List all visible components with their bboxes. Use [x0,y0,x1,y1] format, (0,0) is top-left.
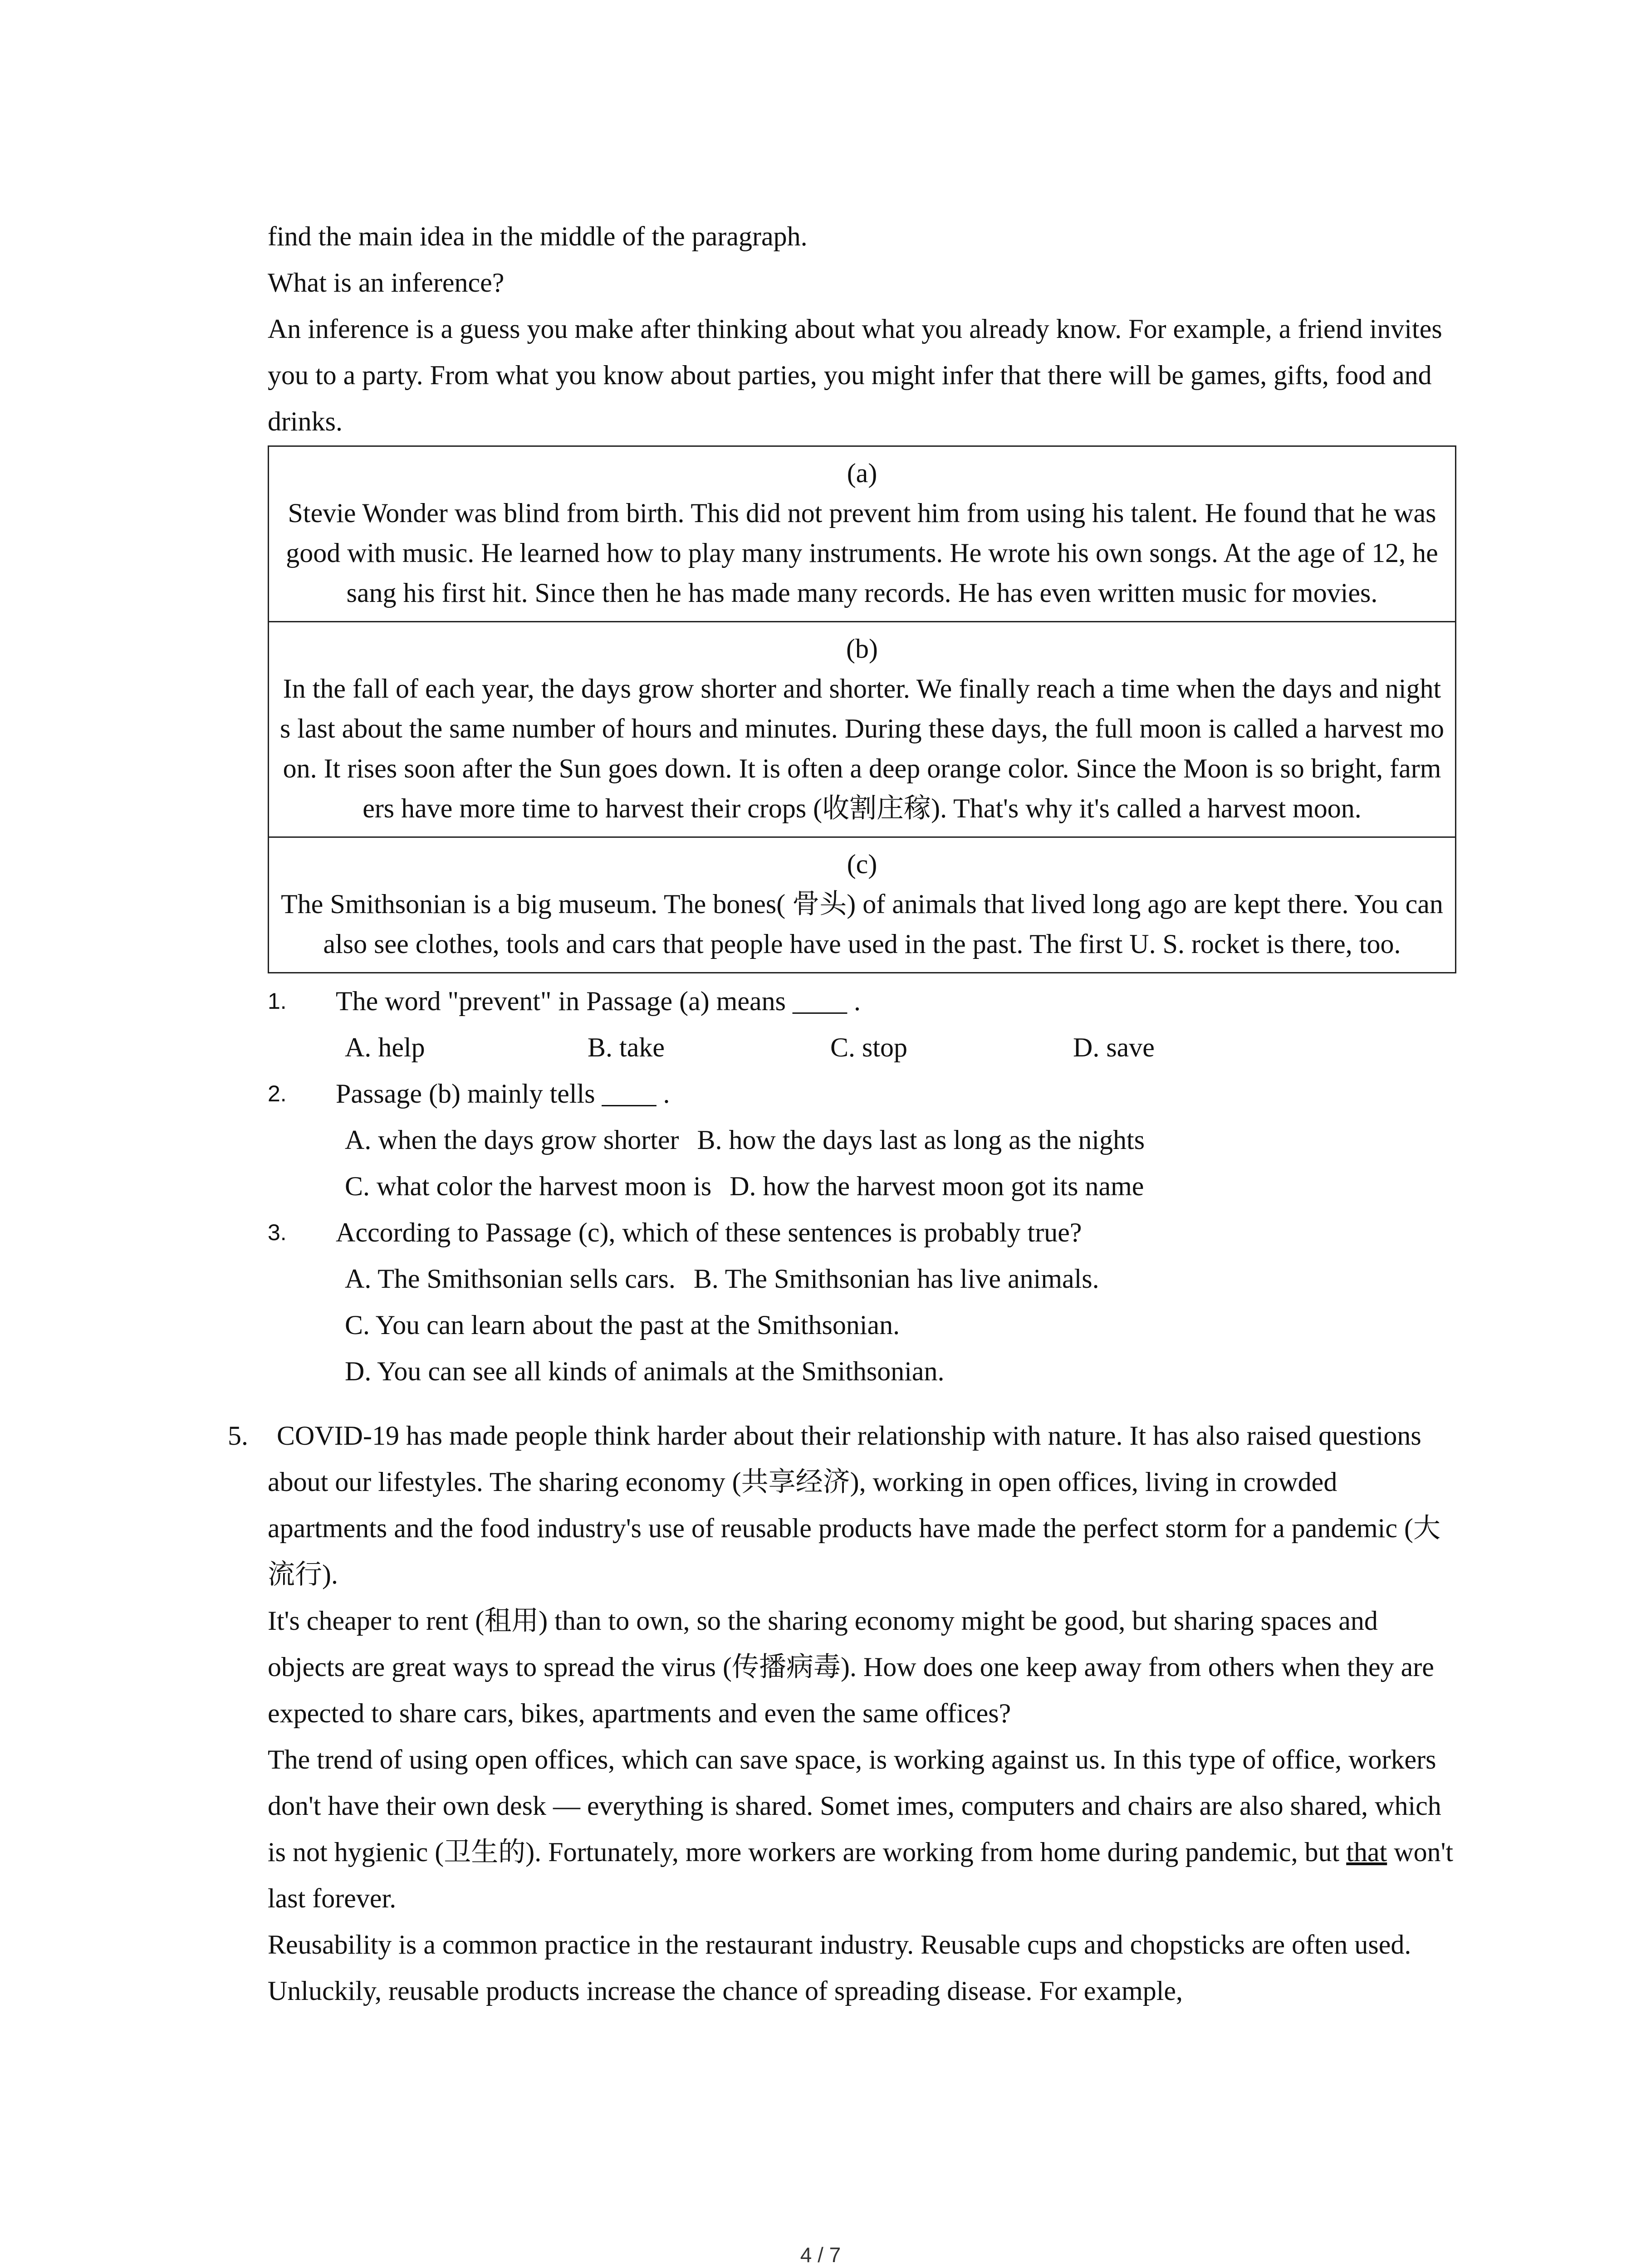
passage-text: Stevie Wonder was blind from birth. This did not prevent him from using his talent. He found that he was good with music. He learned how to play many instruments. He wrote his own songs. At the age of 12, he sang his first hit. Since then he has made many records. He has even written music for movies. [286,498,1438,608]
option-a: A. The Smithsonian sells cars. [345,1264,676,1294]
intro-line: find the main idea in the middle of the paragraph. [268,221,808,251]
section-5-paragraph-1: COVID-19 has made people think harder about their relationship with nature. It has also raised questions about our lifestyles. The sharing economy (共享经济), working in open offices, living in crowded apartments and the food industry's use of reusable products have made the perfect storm for a pandemic (大流行). [268,1421,1440,1589]
option-d: D. save [1073,1032,1155,1062]
inference-answer: An inference is a guess you make after thinking about what you already know. For example, a friend invites you to a party. From what you know about parties, you might infer that there will be games, gifts, food and drinks. [268,314,1442,436]
option-c: C. what color the harvest moon is [345,1171,712,1201]
paragraph-3-text-after: won't last forever. [268,1837,1454,1913]
option-b: B. how the days last as long as the nights [697,1125,1145,1155]
question-3-options-row-3 [268,1348,1456,1394]
passage-label: (b) [846,634,878,664]
option-d: D. You can see all kinds of animals at the Smithsonian. [345,1356,945,1386]
question-2-options-row-1 [268,1117,1456,1163]
passage-c [269,837,1456,973]
page-number: 4 / 7 [800,2243,841,2267]
inference-question: What is an inference? [268,268,505,298]
passages-table [268,445,1456,973]
question-3-options-row-1 [268,1256,1456,1302]
passage-text: In the fall of each year, the days grow shorter and shorter. We finally reach a time when the days and nights last about the same number of hours and minutes. During these days, the full moon is called a harvest moon. It rises soon after the Sun goes down. It is often a deep orange color. Since the Moon is so bright, farmers have more time to harvest their crops (收割庄稼). That's why it's called a harvest moon. [279,674,1445,823]
section-5 [228,1413,1456,2014]
question-1 [268,978,1456,1024]
question-number: 3. [268,1220,287,1245]
passage-row-c [269,837,1456,973]
section-5-paragraph-3 [268,1736,1456,1921]
question-number: 2. [268,1081,287,1106]
question-2 [268,1070,1456,1117]
passage-row-b [269,622,1456,837]
passage-text: The Smithsonian is a big museum. The bones( 骨头) of animals that lived long ago are kept there. You can also see clothes, tools and cars that people have used in the past. The first U. S. rocket is there, too. [281,889,1443,959]
option-d: D. how the harvest moon got its name [730,1171,1144,1201]
passage-b [269,622,1456,837]
question-stem: Passage (b) mainly tells ____ . [336,1079,670,1109]
passage-label: (c) [847,849,877,879]
question-number: 1. [268,988,287,1014]
option-b: B. The Smithsonian has live animals. [693,1264,1099,1294]
question-3 [268,1209,1456,1256]
option-b: B. take [588,1032,665,1062]
paragraph-3-text-before: The trend of using open offices, which can save space, is working against us. In this type of office, workers don't have their own desk — everything is shared. Somet imes, computers and chairs are also shared, which is not hygienic (卫生的). Fortunately, more workers are working from home during pandemic, but [268,1745,1441,1867]
section-5-paragraph-4: Reusability is a common practice in the restaurant industry. Reusable cups and chopsticks are often used. Unluckily, reusable products increase the chance of spreading disease. For example, [268,1930,1411,2006]
passage-label: (a) [847,458,877,488]
passage-a [269,446,1456,622]
section-5-paragraph-2: It's cheaper to rent (租用) than to own, so the sharing economy might be good, but sharing spaces and objects are great ways to spread the virus (传播病毒). How does one keep away from others when they are expected to share cars, bikes, apartments and even the same offices? [268,1606,1434,1728]
underlined-word-that: that [1346,1837,1387,1867]
question-2-options-row-2 [268,1163,1456,1209]
passage-row-a [269,446,1456,622]
section-number: 5. [228,1421,248,1451]
question-stem: According to Passage (c), which of these sentences is probably true? [336,1217,1082,1247]
page-content [228,213,1456,2014]
question-stem: The word "prevent" in Passage (a) means ____ . [336,986,861,1016]
question-3-options-row-2 [268,1302,1456,1348]
question-1-options [268,1024,1456,1070]
option-c: C. You can learn about the past at the Smithsonian. [345,1310,900,1340]
option-a: A. help [345,1032,425,1062]
option-c: C. stop [830,1032,908,1062]
option-a: A. when the days grow shorter [345,1125,679,1155]
